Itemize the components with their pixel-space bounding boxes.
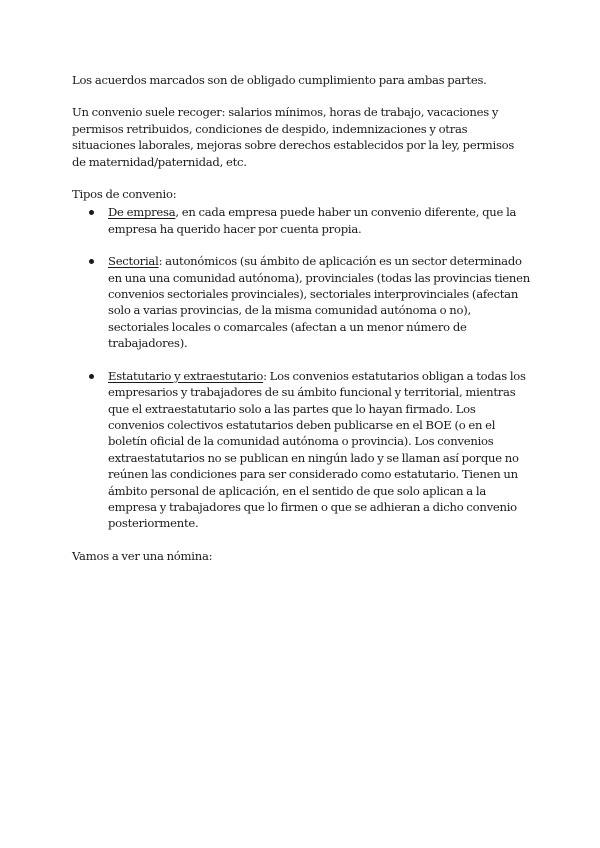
contents-paragraph: Un convenio suele recoger: salarios mínimos, horas de trabajo, vacaciones y permisos retribuidos, condiciones de despido, indemnizaciones y otras situaciones laborales, mejoras sobre derechos establecidos por la ley, permisos de maternidad/paternidad, etc. — [72, 105, 515, 169]
term-sectorial: Sectorial — [108, 254, 159, 269]
list-item-sectorial — [72, 253, 530, 351]
bullet-icon — [89, 374, 94, 379]
bullet-icon — [89, 210, 94, 215]
intro-paragraph: Los acuerdos marcados son de obligado cumplimiento para ambas partes. — [72, 73, 487, 87]
definition-estatutario: : Los convenios estatutarios obligan a todas los empresarios y trabajadores de su ámbito funcional y territorial, mientras que el extraestatutario solo a las partes que lo hayan firmado. Los convenios colectivos estatutarios deben publicarse en el BOE (o en el boletín oficial de la comunidad autónoma o provincia). Los convenios extraestatutarios no se publican en ningún lado y se llaman así porque no reúnen las condiciones para ser considerado como estatutario. Tienen un ámbito personal de aplicación, en el sentido de que solo aplican a la empresa y trabajadores que lo firmen o que se adhieran a dicho convenio posteriormente. — [108, 368, 526, 531]
list-item-empresa — [72, 204, 530, 237]
types-list — [72, 204, 530, 531]
definition-sectorial: : autonómicos (su ámbito de aplicación es un sector determinado en una una comunidad autónoma), provinciales (todas las provincias tienen convenios sectoriales provinciales), sectoriales interprovinciales (afectan solo a varias provincias, de la misma comunidad autónoma o no), sectoriales locales o comarcales (afectan a un menor número de trabajadores). — [108, 254, 530, 351]
term-empresa: De empresa — [108, 205, 176, 220]
types-heading: Tipos de convenio: — [72, 187, 177, 202]
term-estatutario: Estatutario y extraestutario — [108, 368, 264, 383]
bullet-icon — [89, 259, 94, 264]
list-item-estatutario — [72, 368, 530, 532]
document-page — [72, 72, 530, 580]
definition-empresa: , en cada empresa puede haber un convenio diferente, que la empresa ha querido hacer por cuenta propia. — [108, 205, 517, 236]
closing-paragraph: Vamos a ver una nómina: — [72, 548, 213, 563]
